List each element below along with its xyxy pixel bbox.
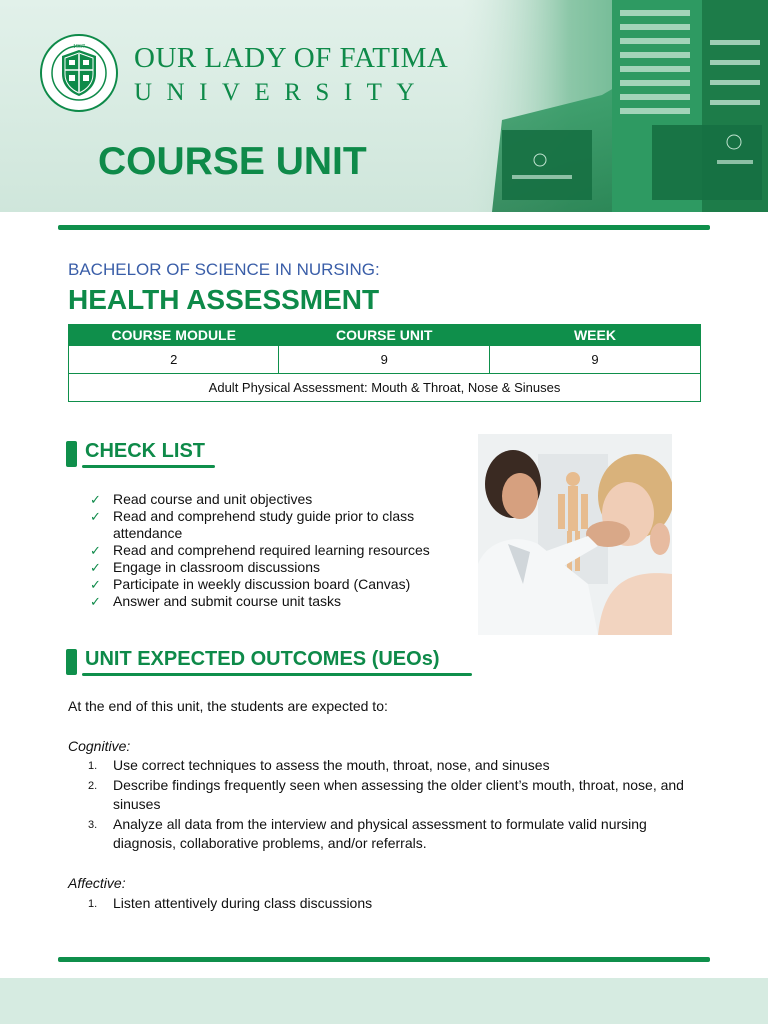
checklist-heading [66,439,226,469]
value-course-unit: 9 [279,346,489,374]
cognitive-outcomes-list [88,756,688,854]
list-item: ✓ Participate in weekly discussion board (Canvas) [90,576,411,592]
outcomes-intro: At the end of this unit, the students are expected to: [68,698,388,714]
header-banner [0,0,768,212]
building-illustration [462,0,768,212]
program-name: BACHELOR OF SCIENCE IN NURSING: [68,260,380,279]
list-item: ✓ Answer and submit course unit tasks [90,593,341,609]
header-course-unit: COURSE UNIT [279,325,489,346]
topic-cell: Adult Physical Assessment: Mouth & Throat, Nose & Sinuses [69,374,701,402]
header-week: WEEK [489,325,700,346]
check-icon: ✓ [90,560,101,575]
check-icon: ✓ [90,543,101,558]
list-item: 1. Listen attentively during class discussions [88,895,373,911]
list-item: 3. Analyze all data from the interview and physical assessment to formulate valid nursing diagnosis, collaborative problems, and/or referrals. [88,815,647,851]
subject-title: HEALTH ASSESSMENT [68,284,380,315]
heading-accent-bar [66,649,77,675]
university-name-line1: OUR LADY OF FATIMA [134,42,449,74]
course-info-table [68,324,701,402]
affective-label: Affective: [68,875,126,891]
table-row [69,374,701,402]
table-row [69,346,701,374]
heading-accent-bar [66,441,77,467]
check-icon: ✓ [90,577,101,592]
table-header-row [69,325,701,346]
list-item: 2. Describe findings frequently seen when assessing the older client’s mouth, throat, nose, and sinuses [88,776,684,812]
document-type-title: COURSE UNIT [98,140,367,183]
bottom-divider [58,957,710,962]
top-divider [58,225,710,230]
checklist-title: CHECK LIST [85,440,205,462]
value-course-module: 2 [69,346,279,374]
cognitive-label: Cognitive: [68,738,131,754]
check-icon: ✓ [90,509,101,524]
list-item: ✓ Engage in classroom discussions [90,559,320,575]
heading-underline [82,673,472,676]
outcomes-heading [66,647,486,677]
check-icon: ✓ [90,594,101,609]
header-course-module: COURSE MODULE [69,325,279,346]
value-week: 9 [489,346,700,374]
checklist [90,491,450,610]
footer-band [0,978,768,1024]
outcomes-title: UNIT EXPECTED OUTCOMES (UEOs) [85,648,440,670]
affective-outcomes-list [88,894,688,914]
university-name-line2: UNIVERSITY [134,79,429,106]
check-icon: ✓ [90,492,101,507]
list-item: ✓ Read course and unit objectives [90,491,313,507]
seal-year: 1967 [73,44,85,50]
list-item: ✓ Read and comprehend required learning resources [90,542,430,558]
list-item: 1. Use correct techniques to assess the mouth, throat, nose, and sinuses [88,757,550,773]
list-item: ✓ Read and comprehend study guide prior to class attendance [90,508,415,541]
doctor-patient-photo [478,434,672,635]
university-seal-icon [40,34,118,112]
heading-underline [82,465,215,468]
